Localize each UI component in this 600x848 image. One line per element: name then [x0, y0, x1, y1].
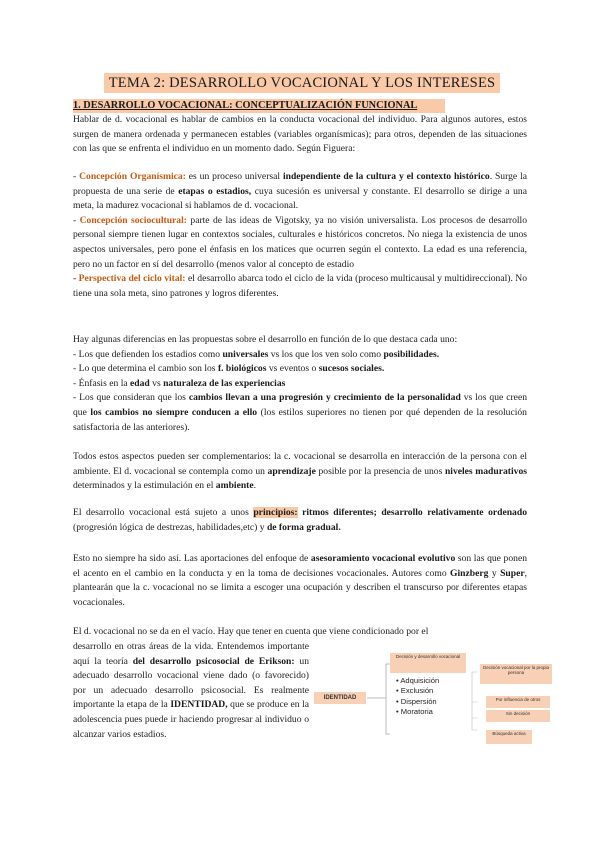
- page-title: TEMA 2: DESARROLLO VOCACIONAL Y LOS INTERESES: [104, 73, 500, 93]
- section-heading: 1. DESARROLLO VOCACIONAL: CONCEPTUALIZACIÓN FUNCIONAL: [73, 99, 445, 113]
- diagram-box-4: Búsqueda activa: [486, 730, 532, 744]
- diagram-box-1: Decisión vocacional por la propia persona: [480, 664, 552, 684]
- paragraph-vacio: El d. vocacional no se da en el vacío. Hay que tener en cuenta que viene condicionado por el: [73, 626, 429, 637]
- diagram-box-2: Por influencia de otros: [486, 696, 550, 708]
- paragraph-asesoramiento: Esto no siempre ha sido así. Las aportaciones del enfoque de asesoramiento vocacional evolutivo son las que ponen el acento en el cambio en la conducta y en la toma de decisiones vocacionales. Autores como Ginzberg y Super, plantearán que la c. vocacional no se limita a escoger una ocupación y describen el transcurso por diferentes etapas vocacionales.: [73, 553, 528, 608]
- paragraph-concepciones: - Concepción Organísmica: es un proceso universal independiente de la cultura y el contexto histórico. Surge la propuesta de una serie de etapas o estadios, cuya sucesión es universal y constante. El desarrollo se dirige a una meta, la madurez vocacional si hablamos de d. vocacional. - Concepción sociocultural: parte de las ideas de Vigotsky, ya no visión universalista. Los procesos de desarrollo personal siempre tienen lugar en contextos sociales, culturales e históricos concretos. No niega la existencia de unos aspectos universales, pero pone el énfasis en los matices que ocurren según el contexto. La edad es una referencia, pero no un factor en sí del desarrollo (menos valor al concepto de estadio - Perspectiva del ciclo vital: el desarrollo abarca todo el ciclo de la vida (proceso multicausal y multidireccional). No tiene una sola meta, sino patrones y logros diferentes.: [73, 171, 528, 299]
- paragraph-intro: Hablar de d. vocacional es hablar de cambios en la conducta vocacional del individuo. Para algunos autores, estos surgen de manera ordenada y permanecen estables (variables organísmicas); para otros, dependen de las situaciones con las que se enfrenta el individuo en un momento dado. Según Figuera:: [73, 114, 527, 155]
- paragraph-erikson: desarrollo en otras áreas de la vida. Entendemos importante aquí la teoría del desarrollo psicosocial de Erikson: un adecuado desarrollo vocacional viene dado (o favorecido) por un adecuado desarrollo psicosocial. Es realmente importante la etapa de la IDENTIDAD, que se produce en la adolescencia pues puede ir haciendo progresar al individuo o alcanzar varios estadios.: [73, 641, 309, 740]
- identidad-diagram: [310, 650, 560, 750]
- diagram-box-3: Sin decisión: [486, 710, 550, 722]
- paragraph-complementarios: Todos estos aspectos pueden ser complementarios: la c. vocacional se desarrolla en interacción de la persona con el ambiente. El d. vocacional se contempla como un aprendizaje posible por la presencia de unos niveles madurativos determinados y la estimulación en el ambiente.: [73, 451, 527, 492]
- identidad-box: IDENTIDAD: [314, 692, 366, 704]
- paragraph-principios: El desarrollo vocacional está sujeto a unos principios: ritmos diferentes; desarrollo relativamente ordenado (progresión lógica de destrezas, habilidades,etc) y de forma gradual.: [73, 507, 527, 533]
- paragraph-diferencias: Hay algunas diferencias en las propuestas sobre el desarrollo en función de lo que destaca cada uno: - Los que defienden los estadios como universales vs los que los ven solo como posibilidades. - Lo que determina el cambio son los f. biológicos vs eventos o sucesos sociales. - Énfasis en la edad vs naturaleza de las experiencias - Los que consideran que los cambios llevan a una progresión y crecimiento de la personalidad vs los que creen que los cambios no siempre conducen a ello (los estilos superiores no tienen por qué dependen de la resolución satisfactoria de las anteriores).: [73, 334, 527, 433]
- diagram-statuses: • Adquisición • Exclusión • Dispersión • Moratoria: [396, 676, 440, 717]
- diagram-top-box: Decisión y desarrollo vocacional: [390, 653, 466, 673]
